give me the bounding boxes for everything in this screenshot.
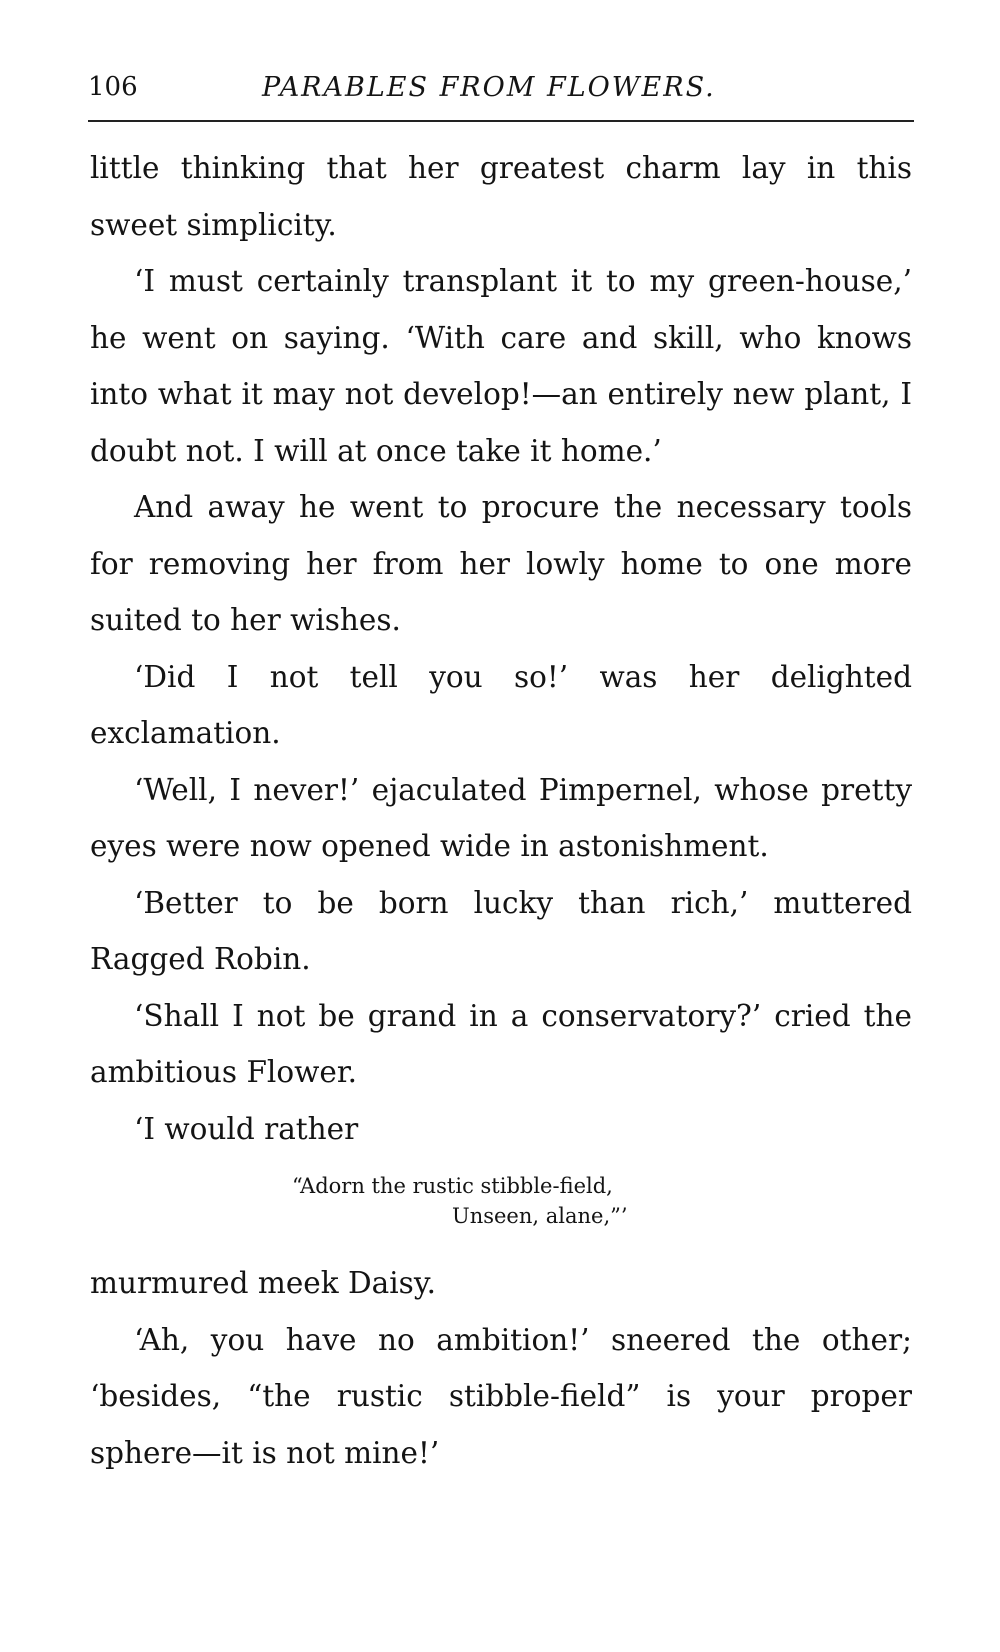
running-title: PARABLES FROM FLOWERS. — [262, 72, 716, 103]
paragraph: And away he went to procure the necessary tools for removing her from her lowly home to one more suited to her wishes. — [90, 490, 912, 637]
paragraph: ‘Shall I not be grand in a conservatory?’ cried the ambitious Flower. — [90, 998, 912, 1089]
verse-line: Unseen, alane,”’ — [452, 1204, 628, 1228]
paragraph-continuation: little thinking that her greatest charm lay in this sweet simplicity. — [90, 151, 912, 242]
page-header — [88, 72, 914, 112]
header-rule — [88, 120, 914, 122]
paragraph: ‘Ah, you have no ambition!’ sneered the other; ‘besides, “the rustic stibble-field” is your proper sphere—it is not mine!’ — [90, 1322, 912, 1470]
page-body — [90, 140, 912, 1481]
paragraph: ‘Did I not tell you so!’ was her delighted exclamation. — [90, 659, 912, 750]
paragraph: ‘Well, I never!’ ejaculated Pimpernel, whose pretty eyes were now opened wide in astonishment. — [90, 772, 912, 863]
verse-quotation — [90, 1171, 912, 1231]
paragraph-continuation: murmured meek Daisy. — [90, 1266, 436, 1300]
paragraph: ‘I must certainly transplant it to my green-house,’ he went on saying. ‘With care and skill, who knows into what it may not develop!—an entirely new plant, I doubt not. I will at once take it home.’ — [90, 264, 912, 468]
page-number: 106 — [88, 72, 138, 102]
verse-line: “Adorn the rustic stibble-field, — [292, 1174, 613, 1198]
paragraph: ‘Better to be born lucky than rich,’ muttered Ragged Robin. — [90, 885, 912, 976]
paragraph: ‘I would rather — [134, 1111, 359, 1146]
